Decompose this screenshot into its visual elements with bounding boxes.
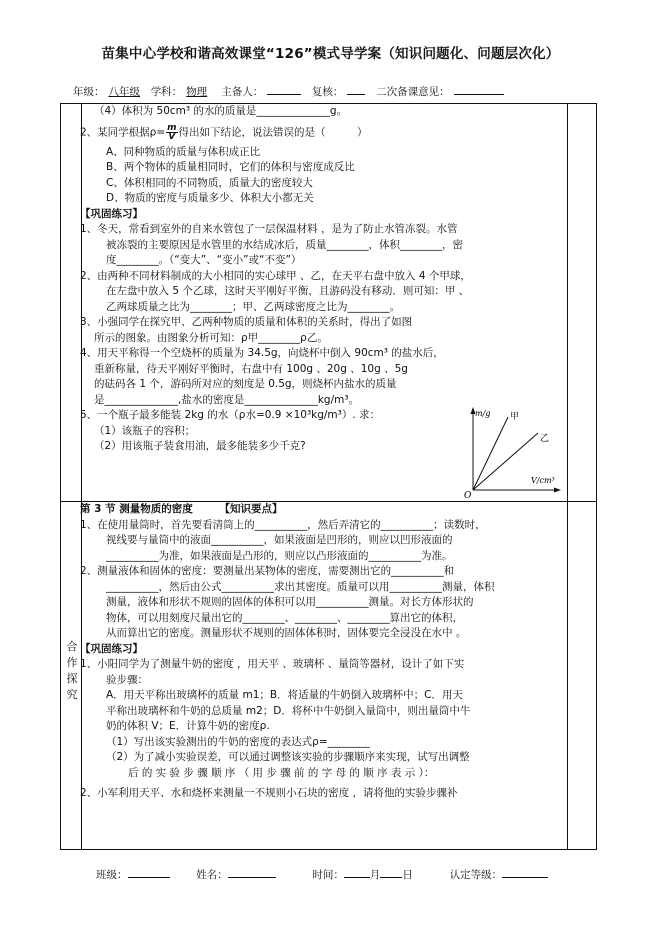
- k2-line-5: 从而算出它的密度。测量形状不规则的固体体积时，固体要完全浸没在水中 。: [106, 627, 467, 639]
- grade-rating-blank[interactable]: [502, 866, 548, 878]
- k1-line-2: 视线要与量筒中的液面__________，如果液面是凹形的，则应以凹形液面的: [106, 534, 453, 546]
- q4-line-4: 是______________,盐水的密度是______________kg/m³。: [94, 393, 360, 406]
- p1-line-3: A．用天平称出玻璃杯的质量 m1；B．将适量的牛奶倒入玻璃杯中；C．用天: [106, 689, 463, 701]
- line-2: 2、某同学根据ρ= $\frac{m}{V}$ 得出如下结论，说法错误的是（ ）: [80, 122, 368, 142]
- side-label-char: 探: [66, 672, 78, 685]
- p1-sub-2-line-2: 后 的 实 验 步 骤 顺 序 （ 用 步 骤 前 的 字 母 的 顺 序 表 示 ）：: [128, 766, 435, 779]
- day-blank[interactable]: [380, 866, 402, 878]
- month-label: 月: [369, 869, 381, 881]
- k2-line-2: __________，然后由公式__________求出其密度。质量可以用__________测量，体积: [106, 580, 495, 593]
- second-prep-label: 二次备课意见：: [376, 86, 450, 98]
- series-yi-label: 乙: [540, 434, 550, 444]
- page-title: 苗集中心学校和谐高效课堂“126”模式导学案（知识问题化、问题层次化）: [101, 46, 560, 62]
- q4-line-3: 的砝码各 1 个，游码所对应的刻度是 0.5g，则烧杯内盐水的质量: [94, 378, 397, 390]
- grade-value: 八年级: [108, 86, 140, 98]
- practice-heading-2: 【巩固练习】: [80, 642, 143, 655]
- k1-line-3: __________为准，如果液面是凸形的，则应以凸形液面的__________为准。: [106, 549, 453, 562]
- side-label-char: 究: [66, 688, 78, 701]
- class-label: 班级：: [96, 869, 128, 881]
- review-blank[interactable]: [347, 83, 365, 95]
- side-label-char: 作: [66, 656, 78, 669]
- section-measuring-density: [80, 502, 562, 802]
- section-heading: 第 3 节 测量物质的密度 【知识要点】: [80, 503, 283, 515]
- time-label: 时间：: [312, 869, 344, 881]
- q1-line-1: 1、冬天，常看到室外的自来水管包了一层保温材料 ，是为了防止水管冻裂。水管: [80, 223, 458, 235]
- q2-line-2: 在左盘中放入 5 个乙球，这时天平刚好平衡，且游码没有移动．则可知：甲 、: [106, 285, 470, 297]
- option-b: B、两个物体的质量相同时，它们的体积与密度成反比: [106, 161, 355, 173]
- q1-line-2: 被冻裂的主要原因是水管里的水结成冰后，质量________，体积________，密: [106, 238, 463, 251]
- header-meta: [73, 83, 593, 99]
- review-label: 复核：: [311, 86, 344, 98]
- p1-line-2: 验步骤：: [106, 673, 148, 686]
- p1-line-4: 平称出玻璃杯和牛奶的总质量 m2；D．将杯中牛奶倒入量筒中，则出量筒中牛: [106, 704, 471, 717]
- q3-line-2: 所示的图象。由图象分析可知：ρ甲________ρ乙。: [94, 331, 328, 344]
- x-axis-arrow: [554, 488, 561, 493]
- subject-label: 学科：: [150, 86, 183, 98]
- k2-line-3: 测量，液体和形状不规则的固体的体积可以用__________测量。对长方体形状的: [106, 596, 474, 608]
- grade-rating-label: 认定等级：: [449, 869, 503, 881]
- column-divider-right: [567, 104, 568, 849]
- side-label-char: 合: [66, 640, 78, 653]
- name-blank[interactable]: [228, 866, 276, 878]
- subject-value: 物理: [186, 86, 208, 98]
- month-blank[interactable]: [344, 866, 370, 878]
- option-d: D、物质的密度与质量多少、体积大小都无关: [106, 192, 314, 204]
- series-yi-line: [473, 433, 538, 490]
- k1-line-1: 1、在使用量筒时，首先要看清筒上的__________，然后弄清它的__________；读数时，: [80, 518, 486, 531]
- section-density-exercises: [80, 104, 562, 455]
- q3-line-1: 3、小强同学在探究甲、乙两种物质的质量和体积的关系时，得出了如图: [80, 316, 413, 328]
- q4-line-1: 4、用天平称得一个空烧杯的质量为 34.5g，向烧杯中倒入 90cm³ 的盐水后，: [80, 347, 444, 359]
- p1-sub-2-line-1: （2）为了减小实验误差，可以通过调整该实验的步骤顺序来实现，试写出调整: [106, 751, 470, 763]
- footer: [96, 866, 548, 882]
- q2-line-1: 2、由两种不同材料制成的大小相同的实心球甲 、乙，在天平右盘中放入 4 个甲球，: [80, 269, 471, 282]
- k2-line-4: 物体，可以用刻度尺量出它的________、________、________算出它的体积，: [106, 611, 463, 624]
- y-axis-label: m/g: [475, 409, 491, 418]
- grade-label: 年级：: [73, 86, 105, 98]
- p1-sub-1: （1）写出该实验测出的牛奶的密度的表达式ρ=________: [106, 735, 370, 748]
- origin-label: O: [464, 491, 472, 500]
- q5-line-1: 5、一个瓶子最多能装 2kg 的水（ρ水=0.9 ×10³kg/m³）. 求：: [80, 409, 381, 421]
- p2-line-1: 2、小军利用天平、水和烧杯来测量一不规则小石块的密度 ，请将他的实验步骤补: [80, 787, 458, 799]
- series-jia-label: 甲: [510, 412, 520, 422]
- class-blank[interactable]: [128, 866, 170, 878]
- option-c: C、体积相同的不同物质，质量大的密度较大: [106, 176, 313, 189]
- p1-line-1: 1、小阳同学为了测量牛奶的密度 ，用天平 、玻璃杯 、量筒等器材，设计了如下实: [80, 658, 465, 670]
- practice-heading: 【巩固练习】: [80, 207, 143, 220]
- q5-line-2: （1）该瓶子的容积；: [94, 424, 196, 437]
- name-label: 姓名：: [196, 869, 228, 881]
- series-jia-line: [473, 417, 508, 490]
- p1-line-5: 奶的体积 V；E．计算牛奶的密度ρ.: [106, 720, 270, 732]
- line-1: （4）体积为 50cm³ 的水的质量是______________g。: [94, 105, 348, 117]
- option-a: A、同种物质的质量与体积成正比: [106, 145, 261, 158]
- q2-line-3: 乙两球质量之比为________；甲、乙两球密度之比为________。: [106, 300, 400, 313]
- formula-fraction: $\frac{m}{V}$: [167, 122, 177, 142]
- mass-volume-graph: [463, 405, 563, 500]
- preparer-blank[interactable]: [267, 83, 301, 95]
- second-prep-blank[interactable]: [454, 83, 504, 95]
- preparer-label: 主备人：: [221, 86, 264, 98]
- k2-line-1: 2、测量液体和固体的密度：要测量出某物体的密度，需要测出它的__________和: [80, 565, 455, 577]
- q4-line-2: 重新称量，待天平刚好平衡时，右盘中有 100g 、20g 、10g 、5g: [94, 362, 408, 375]
- x-axis-label: V/cm³: [531, 476, 555, 485]
- q5-line-3: （2）用该瓶子装食用油，最多能装多少千克?: [94, 440, 306, 452]
- q1-line-3: 度________。（“变大”、“变小”或“不变”）: [106, 254, 302, 266]
- day-label: 日: [402, 869, 413, 881]
